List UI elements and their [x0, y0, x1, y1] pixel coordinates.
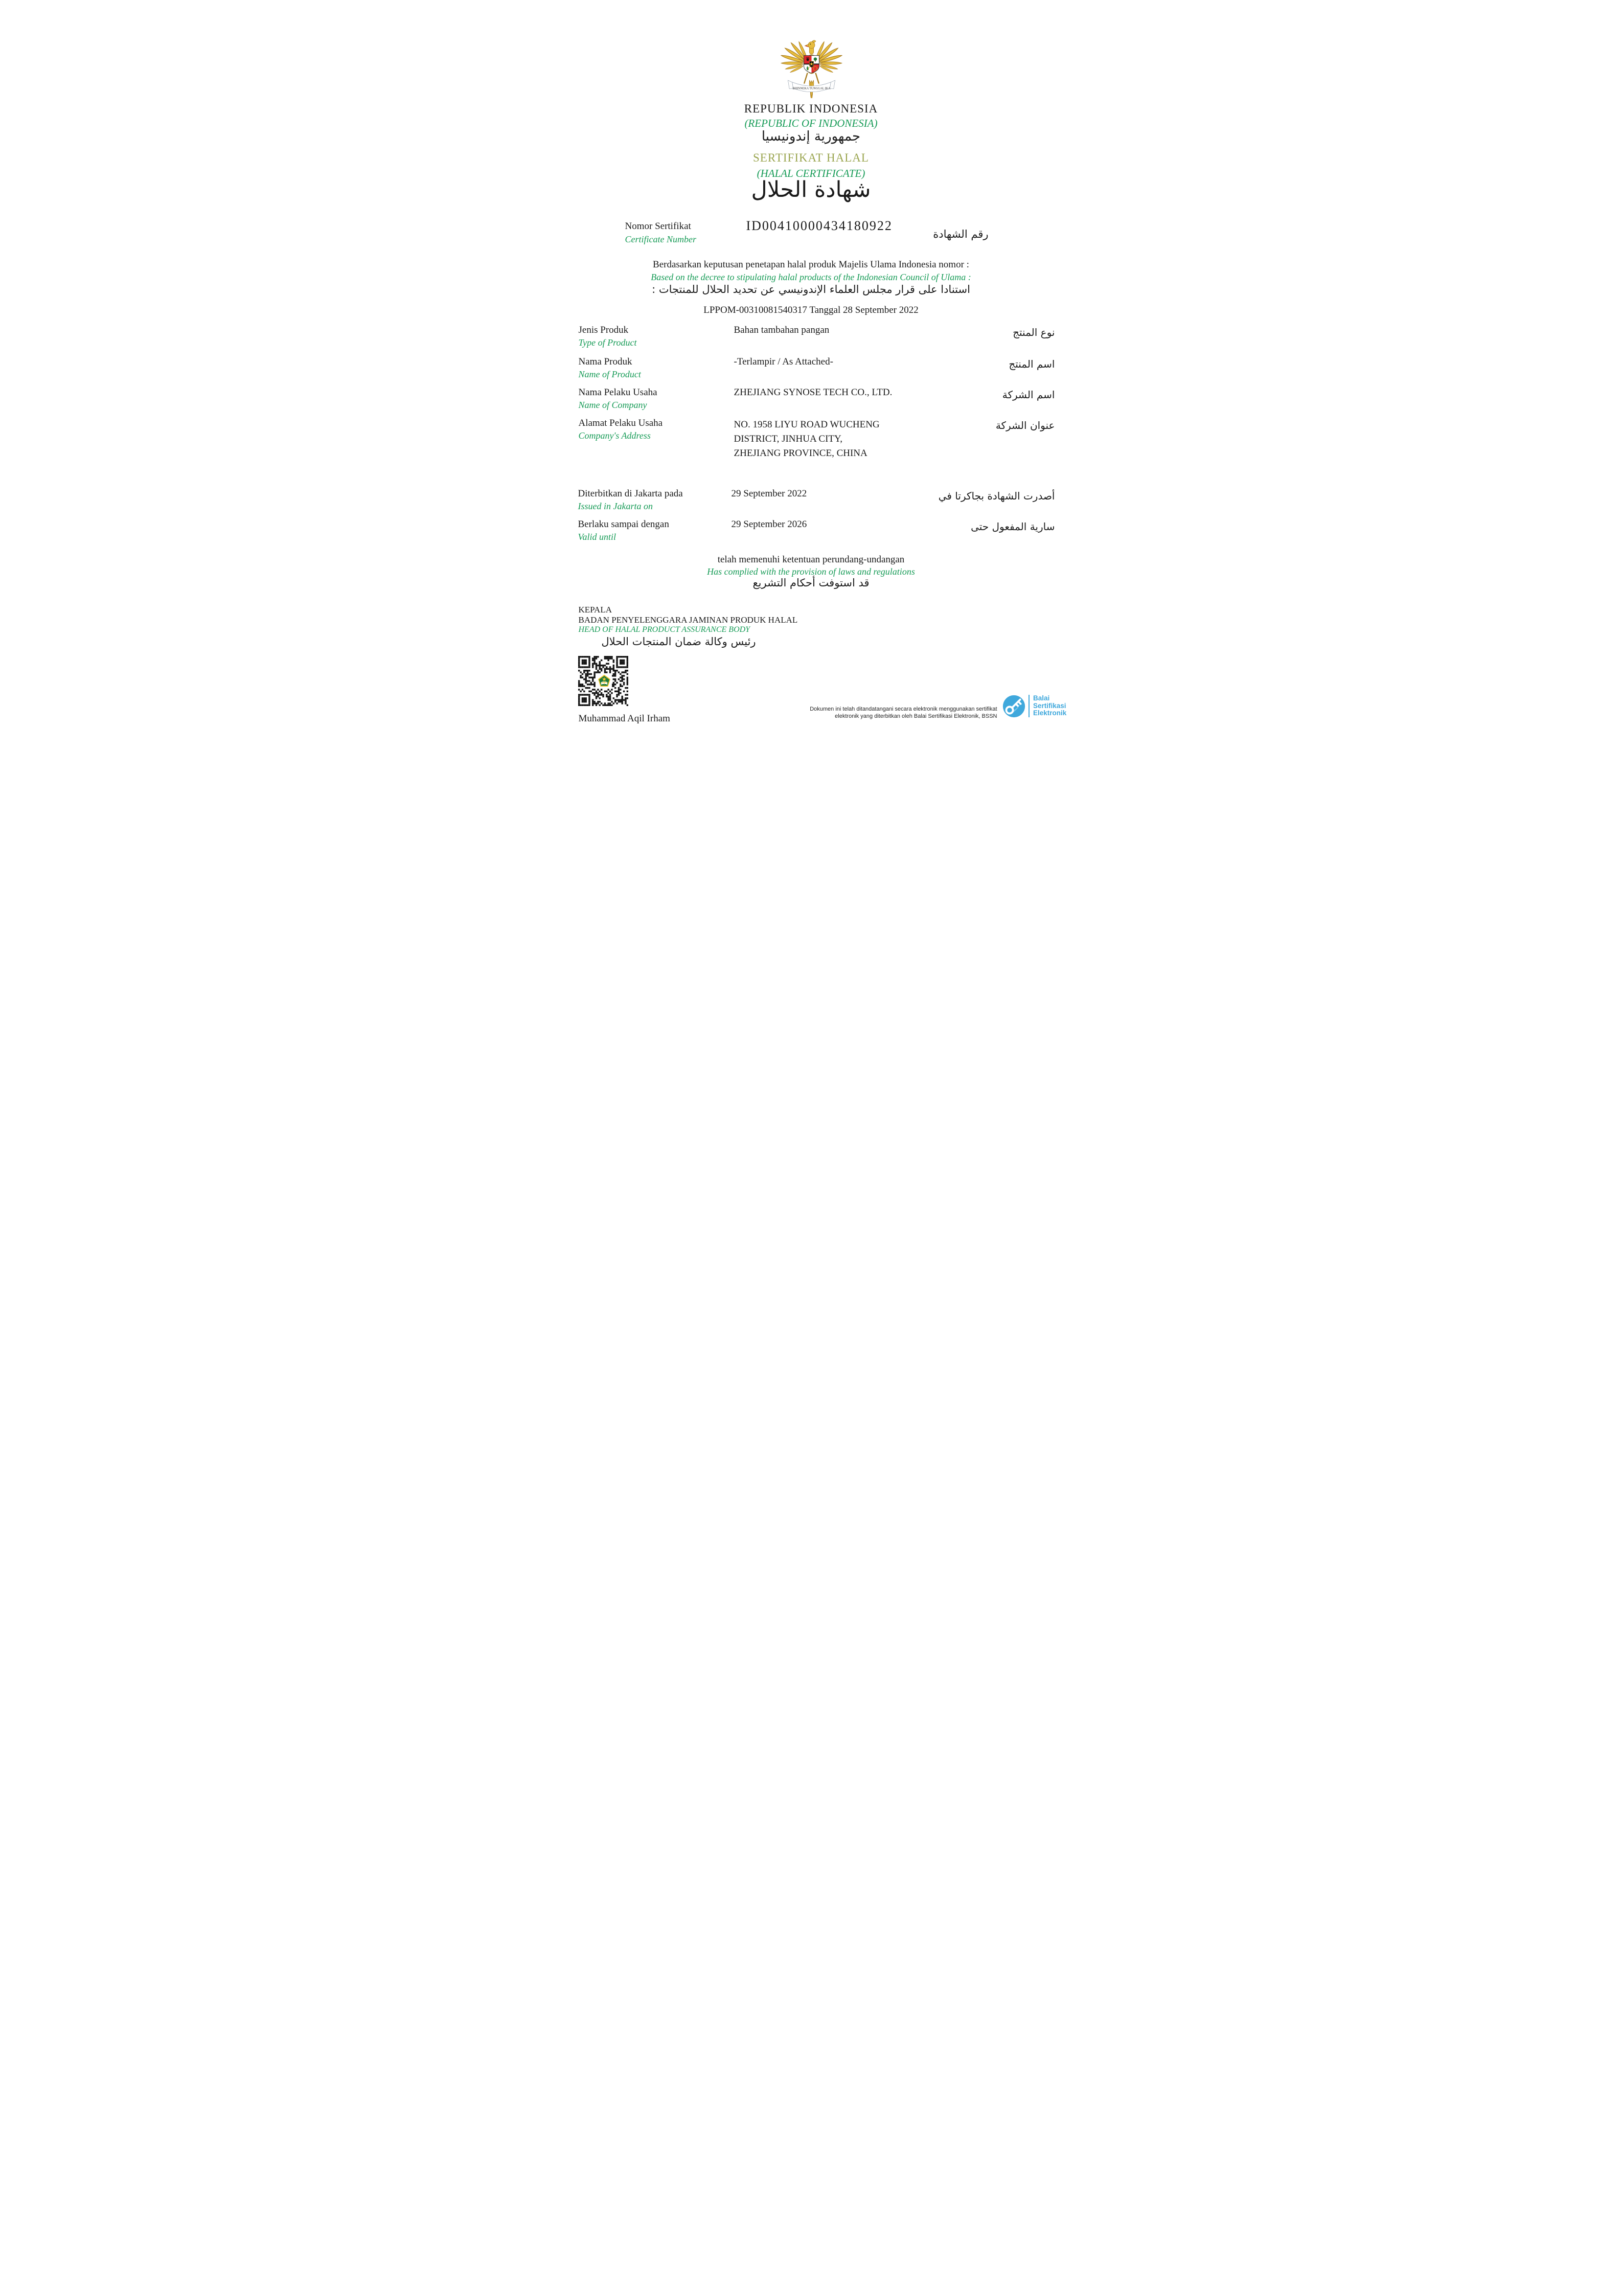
valid-label-id: Berlaku sampai dengan: [578, 519, 669, 530]
cert-number-label-ar: رقم الشهادة: [933, 228, 989, 240]
country-title-id: REPUBLIK INDONESIA: [744, 102, 878, 115]
bse-logo-text-2: Sertifikasi: [1033, 701, 1066, 710]
country-title-en: (REPUBLIC OF INDONESIA): [744, 117, 878, 129]
bse-logo-text-3: Elektronik: [1033, 709, 1067, 717]
field-product-label-id: Nama Produk: [578, 356, 632, 367]
valid-value: 29 September 2026: [731, 519, 807, 530]
issued-value: 29 September 2022: [731, 488, 807, 499]
signatory-title-1: KEPALA: [578, 605, 612, 615]
decree-number-line: LPPOM-00310081540317 Tanggal 28 September 2022: [703, 305, 919, 315]
signatory-title-2: BADAN PENYELENGGARA JAMINAN PRODUK HALAL: [578, 615, 798, 625]
ministry-logo-graphic: [598, 674, 611, 688]
garuda-emblem-graphic: [777, 21, 846, 98]
issued-label-en: Issued in Jakarta on: [578, 501, 653, 511]
signatory-title-en: HEAD OF HALAL PRODUCT ASSURANCE BODY: [578, 625, 750, 634]
cert-title-en: (HALAL CERTIFICATE): [757, 167, 865, 179]
field-product-value: -Terlampir / As Attached-: [734, 356, 833, 367]
field-type-label-id: Jenis Produk: [578, 325, 629, 335]
compliance-line-en: Has complied with the provision of laws and regulations: [707, 566, 915, 577]
field-type-label-ar: نوع المنتج: [1013, 326, 1055, 338]
signatory-title-ar: رئيس وكالة ضمان المنتجات الحلال: [601, 635, 756, 648]
bse-key-icon: [1002, 694, 1026, 718]
cert-number-label-id: Nomor Sertifikat: [625, 221, 691, 232]
field-company-label-id: Nama Pelaku Usaha: [578, 387, 657, 398]
cert-title-id: SERTIFIKAT HALAL: [753, 151, 869, 164]
field-company-value: ZHEJIANG SYNOSE TECH CO., LTD.: [734, 387, 893, 398]
field-product-label-en: Name of Product: [578, 369, 641, 379]
bse-logo-divider: [1029, 695, 1030, 717]
valid-label-en: Valid until: [578, 532, 616, 542]
field-address-label-ar: عنوان الشركة: [995, 419, 1055, 431]
country-title-ar: جمهورية إندونيسيا: [761, 129, 861, 144]
garuda-pancasila-emblem: [777, 21, 846, 98]
motto-text: BHINNEKA TUNGGAL IKA: [792, 87, 830, 90]
bse-logo-text-1: Balai: [1033, 694, 1050, 702]
disclaimer-line-1: Dokumen ini telah ditandatangani secara elektronik menggunakan sertifikat: [810, 706, 997, 712]
signatory-name: Muhammad Aqil Irham: [578, 713, 670, 724]
cert-title-ar: شهادة الحلال: [751, 177, 871, 202]
decree-line-en: Based on the decree to stipulating halal products of the Indonesian Council of Ulama :: [651, 272, 971, 282]
disclaimer-line-2: elektronik yang diterbitkan oleh Balai Sertifikasi Elektronik, BSSN: [835, 713, 997, 719]
field-product-label-ar: اسم المنتج: [1009, 358, 1055, 370]
cert-number-value: ID00410000434180922: [746, 218, 893, 233]
electronic-signature-disclaimer: [810, 706, 997, 720]
pancasila-shield: [804, 56, 819, 74]
cert-number-label-en: Certificate Number: [625, 234, 696, 244]
field-address-value: NO. 1958 LIYU ROAD WUCHENG DISTRICT, JINHUA CITY, ZHEJIANG PROVINCE, CHINA: [734, 419, 880, 459]
field-type-value: Bahan tambahan pangan: [734, 325, 830, 335]
decree-line-ar: استنادا على قرار مجلس العلماء الإندونيسي عن تحديد الحلال للمنتجات :: [652, 283, 970, 295]
valid-label-ar: سارية المفعول حتى: [971, 520, 1055, 533]
field-company-label-en: Name of Company: [578, 400, 647, 410]
halal-certificate-page: [541, 0, 1082, 765]
bse-logo: [1002, 694, 1073, 718]
issued-label-id: Diterbitkan di Jakarta pada: [578, 488, 683, 499]
field-company-label-ar: اسم الشركة: [1002, 389, 1055, 401]
field-address-label-id: Alamat Pelaku Usaha: [578, 418, 663, 428]
decree-line-id: Berdasarkan keputusan penetapan halal produk Majelis Ulama Indonesia nomor :: [653, 259, 969, 270]
qr-code: [578, 656, 628, 706]
issued-label-ar: أصدرت الشهادة بجاكرتا في: [938, 490, 1055, 502]
ministry-of-religion-logo: [597, 673, 612, 689]
compliance-line-ar: قد استوفت أحكام التشريع: [752, 577, 870, 589]
compliance-line-id: telah memenuhi ketentuan perundang-undangan: [717, 554, 905, 565]
field-type-label-en: Type of Product: [578, 337, 637, 348]
field-address-label-en: Company's Address: [578, 430, 651, 441]
